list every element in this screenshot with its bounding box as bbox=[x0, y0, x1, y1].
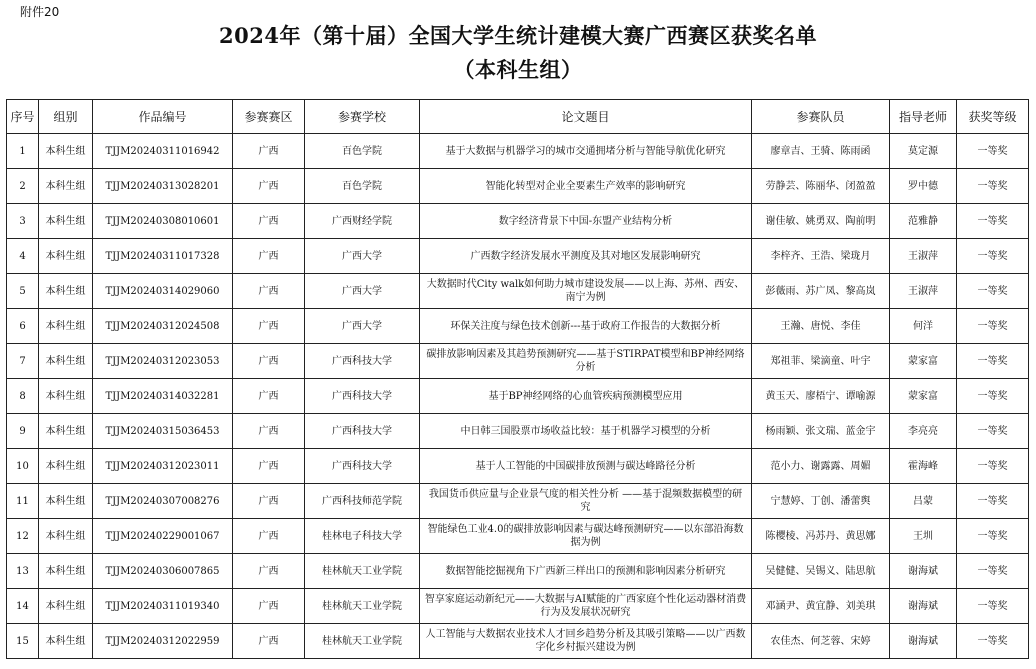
table-row bbox=[7, 239, 1029, 274]
cell-school: 广西科技大学 bbox=[305, 449, 420, 484]
cell-group: 本科生组 bbox=[39, 134, 93, 169]
cell-index: 12 bbox=[7, 519, 39, 554]
cell-region: 广西 bbox=[233, 344, 305, 379]
cell-region: 广西 bbox=[233, 484, 305, 519]
cell-paper-title: 大数据时代City walk如何助力城市建设发展——以上海、苏州、西安、南宁为例 bbox=[420, 274, 752, 309]
cell-index: 15 bbox=[7, 624, 39, 659]
cell-school: 广西科技师范学院 bbox=[305, 484, 420, 519]
cell-group: 本科生组 bbox=[39, 204, 93, 239]
cell-advisor: 谢海斌 bbox=[890, 554, 957, 589]
cell-advisor: 蒙家富 bbox=[890, 379, 957, 414]
cell-group: 本科生组 bbox=[39, 519, 93, 554]
cell-index: 5 bbox=[7, 274, 39, 309]
cell-award: 一等奖 bbox=[957, 344, 1029, 379]
table-row bbox=[7, 519, 1029, 554]
cell-region: 广西 bbox=[233, 589, 305, 624]
cell-work-id: TJJM20240314032281 bbox=[93, 379, 233, 414]
cell-members: 宁慧婷、丁创、潘蕾舆 bbox=[752, 484, 890, 519]
cell-members: 谢佳敏、姚勇双、陶前明 bbox=[752, 204, 890, 239]
cell-members: 郑祖菲、梁滴童、叶宇 bbox=[752, 344, 890, 379]
cell-school: 广西科技大学 bbox=[305, 414, 420, 449]
cell-paper-title: 广西数字经济发展水平测度及其对地区发展影响研究 bbox=[420, 239, 752, 274]
table-row bbox=[7, 449, 1029, 484]
table-row bbox=[7, 414, 1029, 449]
attachment-label: 附件20 bbox=[20, 5, 60, 19]
table-header-row bbox=[7, 100, 1029, 134]
awards-table bbox=[6, 99, 1029, 659]
cell-advisor: 何洋 bbox=[890, 309, 957, 344]
cell-work-id: TJJM20240312022959 bbox=[93, 624, 233, 659]
cell-award: 一等奖 bbox=[957, 624, 1029, 659]
cell-paper-title: 中日韩三国股票市场收益比较：基于机器学习模型的分析 bbox=[420, 414, 752, 449]
cell-group: 本科生组 bbox=[39, 274, 93, 309]
header-work-id: 作品编号 bbox=[93, 100, 233, 134]
cell-members: 彭薇雨、苏广凤、黎高岚 bbox=[752, 274, 890, 309]
table-row bbox=[7, 379, 1029, 414]
cell-award: 一等奖 bbox=[957, 204, 1029, 239]
header-award: 获奖等级 bbox=[957, 100, 1029, 134]
cell-award: 一等奖 bbox=[957, 379, 1029, 414]
cell-group: 本科生组 bbox=[39, 449, 93, 484]
cell-award: 一等奖 bbox=[957, 239, 1029, 274]
cell-group: 本科生组 bbox=[39, 169, 93, 204]
cell-paper-title: 人工智能与大数据农业技术人才回乡趋势分析及其吸引策略——以广西数字化乡村振兴建设为例 bbox=[420, 624, 752, 659]
table-row bbox=[7, 554, 1029, 589]
cell-region: 广西 bbox=[233, 134, 305, 169]
cell-group: 本科生组 bbox=[39, 344, 93, 379]
cell-work-id: TJJM20240307008276 bbox=[93, 484, 233, 519]
table-row bbox=[7, 344, 1029, 379]
cell-advisor: 王圳 bbox=[890, 519, 957, 554]
cell-group: 本科生组 bbox=[39, 414, 93, 449]
cell-members: 范小力、谢露露、周媚 bbox=[752, 449, 890, 484]
cell-members: 陈樱棱、冯苏丹、黄思娜 bbox=[752, 519, 890, 554]
table-row bbox=[7, 204, 1029, 239]
cell-paper-title: 碳排放影响因素及其趋势预测研究——基于STIRPAT模型和BP神经网络分析 bbox=[420, 344, 752, 379]
cell-group: 本科生组 bbox=[39, 624, 93, 659]
cell-members: 廖章吉、王骑、陈雨函 bbox=[752, 134, 890, 169]
cell-award: 一等奖 bbox=[957, 169, 1029, 204]
cell-paper-title: 我国货币供应量与企业景气度的相关性分析 ——基于混频数据模型的研究 bbox=[420, 484, 752, 519]
cell-work-id: TJJM20240306007865 bbox=[93, 554, 233, 589]
cell-region: 广西 bbox=[233, 169, 305, 204]
cell-index: 6 bbox=[7, 309, 39, 344]
cell-paper-title: 环保关注度与绿色技术创新---基于政府工作报告的大数据分析 bbox=[420, 309, 752, 344]
cell-index: 8 bbox=[7, 379, 39, 414]
cell-advisor: 李亮亮 bbox=[890, 414, 957, 449]
cell-group: 本科生组 bbox=[39, 484, 93, 519]
cell-school: 广西大学 bbox=[305, 239, 420, 274]
cell-work-id: TJJM20240314029060 bbox=[93, 274, 233, 309]
cell-members: 李梓齐、王浩、梁珑月 bbox=[752, 239, 890, 274]
table-row bbox=[7, 274, 1029, 309]
cell-region: 广西 bbox=[233, 519, 305, 554]
cell-index: 9 bbox=[7, 414, 39, 449]
cell-members: 杨雨颖、张文瑞、蓝金宇 bbox=[752, 414, 890, 449]
cell-group: 本科生组 bbox=[39, 309, 93, 344]
cell-school: 桂林航天工业学院 bbox=[305, 624, 420, 659]
cell-advisor: 莫定源 bbox=[890, 134, 957, 169]
table-row bbox=[7, 309, 1029, 344]
cell-index: 2 bbox=[7, 169, 39, 204]
cell-work-id: TJJM20240311016942 bbox=[93, 134, 233, 169]
cell-award: 一等奖 bbox=[957, 274, 1029, 309]
cell-index: 3 bbox=[7, 204, 39, 239]
table-row bbox=[7, 484, 1029, 519]
cell-members: 吴健健、吴锡义、陆思航 bbox=[752, 554, 890, 589]
cell-region: 广西 bbox=[233, 274, 305, 309]
cell-award: 一等奖 bbox=[957, 484, 1029, 519]
cell-paper-title: 数据智能挖掘视角下广西新三样出口的预测和影响因素分析研究 bbox=[420, 554, 752, 589]
cell-region: 广西 bbox=[233, 309, 305, 344]
cell-school: 广西大学 bbox=[305, 274, 420, 309]
cell-paper-title: 智能化转型对企业全要素生产效率的影响研究 bbox=[420, 169, 752, 204]
header-members: 参赛队员 bbox=[752, 100, 890, 134]
cell-paper-title: 基于大数据与机器学习的城市交通拥堵分析与智能导航优化研究 bbox=[420, 134, 752, 169]
cell-region: 广西 bbox=[233, 624, 305, 659]
cell-group: 本科生组 bbox=[39, 379, 93, 414]
cell-school: 广西财经学院 bbox=[305, 204, 420, 239]
cell-members: 黄玉天、廖梧宁、谭喻源 bbox=[752, 379, 890, 414]
cell-advisor: 范雅静 bbox=[890, 204, 957, 239]
cell-award: 一等奖 bbox=[957, 449, 1029, 484]
header-region: 参赛赛区 bbox=[233, 100, 305, 134]
cell-paper-title: 智享家庭运动新纪元——大数据与AI赋能的广西家庭个性化运动器材消费行为及发展状况研究 bbox=[420, 589, 752, 624]
cell-advisor: 王淑萍 bbox=[890, 274, 957, 309]
cell-index: 14 bbox=[7, 589, 39, 624]
cell-advisor: 吕蒙 bbox=[890, 484, 957, 519]
header-school: 参赛学校 bbox=[305, 100, 420, 134]
cell-index: 1 bbox=[7, 134, 39, 169]
cell-index: 13 bbox=[7, 554, 39, 589]
cell-paper-title: 基于BP神经网络的心血管疾病预测模型应用 bbox=[420, 379, 752, 414]
header-paper-title: 论文题目 bbox=[420, 100, 752, 134]
cell-award: 一等奖 bbox=[957, 554, 1029, 589]
cell-members: 邓涵尹、黄宜静、刘美琪 bbox=[752, 589, 890, 624]
cell-work-id: TJJM20240311017328 bbox=[93, 239, 233, 274]
cell-work-id: TJJM20240312023011 bbox=[93, 449, 233, 484]
table-row bbox=[7, 134, 1029, 169]
table-row bbox=[7, 169, 1029, 204]
cell-award: 一等奖 bbox=[957, 134, 1029, 169]
cell-index: 7 bbox=[7, 344, 39, 379]
cell-region: 广西 bbox=[233, 239, 305, 274]
cell-work-id: TJJM20240229001067 bbox=[93, 519, 233, 554]
cell-award: 一等奖 bbox=[957, 309, 1029, 344]
cell-work-id: TJJM20240308010601 bbox=[93, 204, 233, 239]
table-row bbox=[7, 624, 1029, 659]
cell-members: 农佳杰、何芝蓉、宋婷 bbox=[752, 624, 890, 659]
page-subtitle: （本科生组） bbox=[453, 57, 583, 82]
cell-work-id: TJJM20240313028201 bbox=[93, 169, 233, 204]
cell-award: 一等奖 bbox=[957, 414, 1029, 449]
cell-advisor: 蒙家富 bbox=[890, 344, 957, 379]
cell-school: 广西大学 bbox=[305, 309, 420, 344]
cell-school: 广西科技大学 bbox=[305, 379, 420, 414]
cell-work-id: TJJM20240315036453 bbox=[93, 414, 233, 449]
cell-work-id: TJJM20240312023053 bbox=[93, 344, 233, 379]
cell-index: 10 bbox=[7, 449, 39, 484]
cell-index: 4 bbox=[7, 239, 39, 274]
cell-work-id: TJJM20240312024508 bbox=[93, 309, 233, 344]
cell-region: 广西 bbox=[233, 554, 305, 589]
cell-region: 广西 bbox=[233, 414, 305, 449]
page-title: 2024年（第十届）全国大学生统计建模大赛广西赛区获奖名单 bbox=[219, 23, 817, 48]
header-advisor: 指导老师 bbox=[890, 100, 957, 134]
table-row bbox=[7, 589, 1029, 624]
cell-school: 广西科技大学 bbox=[305, 344, 420, 379]
cell-members: 王瀚、唐悦、李佳 bbox=[752, 309, 890, 344]
cell-group: 本科生组 bbox=[39, 589, 93, 624]
cell-advisor: 霍海峰 bbox=[890, 449, 957, 484]
cell-group: 本科生组 bbox=[39, 239, 93, 274]
cell-advisor: 谢海斌 bbox=[890, 589, 957, 624]
cell-school: 百色学院 bbox=[305, 134, 420, 169]
cell-school: 桂林航天工业学院 bbox=[305, 589, 420, 624]
cell-advisor: 谢海斌 bbox=[890, 624, 957, 659]
cell-school: 百色学院 bbox=[305, 169, 420, 204]
header-group: 组别 bbox=[39, 100, 93, 134]
cell-group: 本科生组 bbox=[39, 554, 93, 589]
cell-advisor: 王淑萍 bbox=[890, 239, 957, 274]
cell-school: 桂林航天工业学院 bbox=[305, 554, 420, 589]
cell-award: 一等奖 bbox=[957, 519, 1029, 554]
cell-paper-title: 基于人工智能的中国碳排放预测与碳达峰路径分析 bbox=[420, 449, 752, 484]
cell-paper-title: 数字经济背景下中国-东盟产业结构分析 bbox=[420, 204, 752, 239]
cell-advisor: 罗中德 bbox=[890, 169, 957, 204]
cell-school: 桂林电子科技大学 bbox=[305, 519, 420, 554]
cell-region: 广西 bbox=[233, 379, 305, 414]
cell-work-id: TJJM20240311019340 bbox=[93, 589, 233, 624]
header-index: 序号 bbox=[7, 100, 39, 134]
cell-members: 劳静芸、陈丽华、闭盈盈 bbox=[752, 169, 890, 204]
cell-region: 广西 bbox=[233, 204, 305, 239]
cell-index: 11 bbox=[7, 484, 39, 519]
cell-paper-title: 智能绿色工业4.0的碳排放影响因素与碳达峰预测研究——以东部沿海数据为例 bbox=[420, 519, 752, 554]
cell-region: 广西 bbox=[233, 449, 305, 484]
cell-award: 一等奖 bbox=[957, 589, 1029, 624]
